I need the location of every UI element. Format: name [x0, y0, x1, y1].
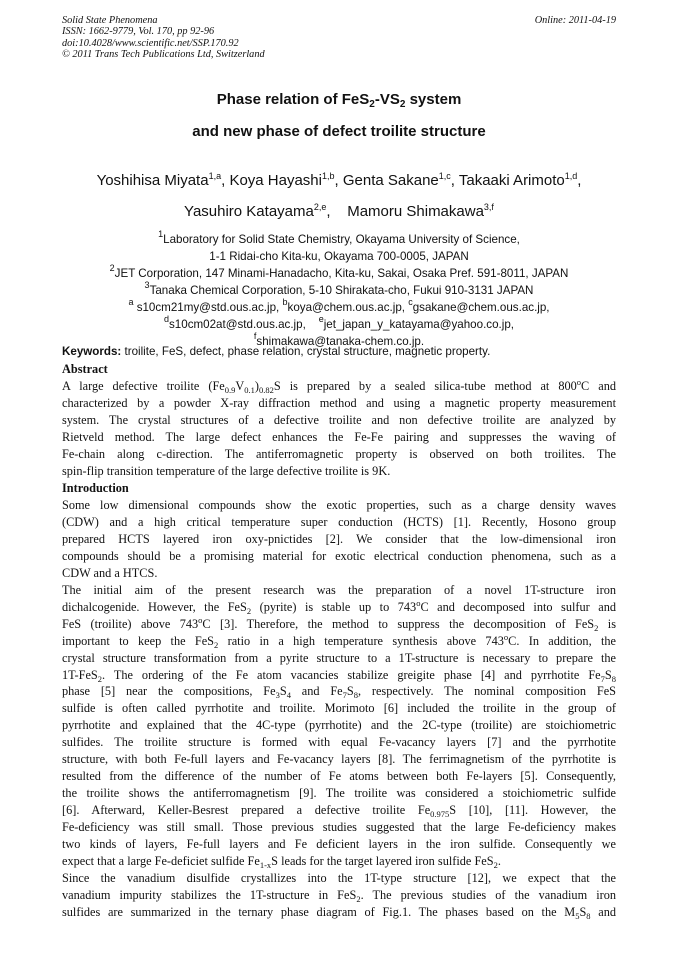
text-line: Fe-deficiency was still small. Those previous studies suggested that the large Fe-deficiency makes [62, 819, 616, 834]
text-line: sulfide is often called pyrrhotite and troilite. Morimoto [6] included the troilite in the group of [62, 701, 616, 716]
text-line: phase [5] near the compositions, $Fe_3S_4$ and $Fe_7S_8$, respectively. The nominal composition FeS [62, 684, 616, 701]
text-line: expect that a large Fe-deficiet sulfide $Fe_{1-x}S$ leads for the target layered iron sulfide FeS$_2$. [62, 853, 501, 870]
affiliation-1-address: 1-1 Ridai-cho Kita-ku, Okayama 700-0005, JAPAN [209, 250, 469, 263]
intro-paragraph-3 [62, 870, 616, 921]
email-line-1: $^a$ s10cm21my@std.ous.ac.jp, $^b$koya@chem.ous.ac.jp, $^c$gsakane@chem.ous.ac.jp, [128, 297, 550, 314]
affiliation-2: $^2$JET Corporation, 147 Minami-Hanadacho, Kita-ku, Sakai, Osaka Pref. 591-8011, JAPAN [109, 263, 569, 280]
text-line: The initial aim of the present research was the preparation of a novel 1T-structure iron [62, 583, 616, 597]
introduction-heading: Introduction [62, 481, 129, 495]
email-line-2: $^d$s10cm02at@std.ous.ac.jp, $^e$jet_japan_y_katayama@yahoo.co.jp, [163, 314, 515, 331]
text-line: Fe-chain along c-direction. The antiferromagnetic property is observed on both troilites. The [62, 446, 616, 461]
text-line: CDW and a HTCS. [62, 565, 158, 580]
author-name: Mamoru Shimakawa [347, 203, 484, 220]
text-line: crystal structure transformation from a pyrite structure to a 1T-structure is necessary to prepare the [62, 650, 616, 665]
text-line: important to keep the FeS$_2$ ratio in a high temperature synthesis above 743$^o$C. In addition, the [62, 631, 616, 650]
email-link[interactable]: s10cm02at@std.ous.ac.jp, [169, 318, 306, 331]
text-line: the troilite shows the antiferromagnetism [9]. The troilite was considered a stoichiometric sulfide [62, 785, 616, 800]
abstract-body [62, 378, 616, 479]
author-line-2: Yasuhiro Katayama$^{2,e}$, Mamoru Shimakawa$^{3,f}$ [184, 202, 494, 220]
text-line: Rietveld method. The large defect enhances the Fe-Fe pairing and suppresses the waving of [62, 429, 616, 444]
text-line: sulfides are summarized in the ternary phase diagram of Fig.1. The phases based on the $M_5S_8$ and [62, 904, 616, 921]
doi: doi:10.4028/www.scientific.net/SSP.170.92 [62, 37, 239, 49]
text-line: prepared HCTS layered iron oxy-pnictides [2]. We consider that the low-dimensional iron [62, 531, 616, 546]
text-line: Some low dimensional compounds show the exotic properties, such as a charge density waves [62, 498, 616, 512]
issn: ISSN: 1662-9779, Vol. 170, pp 92-96 [62, 26, 215, 38]
text-line: (CDW) and a high critical temperature super conduction (HCTS) [1]. Recently, Hosono group [62, 514, 616, 529]
text-line: two kinds of layers, Fe-full layers and Fe deficient layers in the iron sulfide. Consequently we [62, 836, 616, 851]
text-line: Since the vanadium disulfide crystallizes into the 1T-type structure [12], we expect that the [62, 871, 616, 885]
intro-paragraph-2 [62, 582, 616, 869]
journal-name: Solid State Phenomena [62, 15, 158, 26]
text-line: resulted from the difference of the number of Fe atoms between both Fe-layers [5]. Consequently, [62, 768, 616, 783]
email-link[interactable]: gsakane@chem.ous.ac.jp, [412, 301, 550, 314]
email-link[interactable]: shimakawa@tanaka-chem.co.jp. [256, 335, 425, 348]
online-date: Online: 2011-04-19 [534, 15, 616, 26]
affiliation-3: $^3$Tanaka Chemical Corporation, 5-10 Shirakata-cho, Fukui 910-3131 JAPAN [144, 280, 534, 297]
text-line: vanadium impurity stabilizes the 1T-structure in FeS$_2$. The previous studies of the vanadium iron [62, 887, 616, 904]
text-line: compounds should be a promising material for exotic electrical conduction phenomena, such as a [62, 548, 616, 563]
text-line: pyrrhotite and explained that the 4C-type (pyrrhotite) and the 2C-type (troilite) are stoichiometric [62, 718, 616, 733]
text-line: dichalcogenide. However, the FeS$_2$ (pyrite) is stable up to 743$^o$C and decomposed into sulfur and [62, 597, 616, 616]
journal-header [62, 15, 616, 61]
author-name: Koya Hayashi [229, 172, 322, 189]
author-name: Takaaki Arimoto [458, 172, 565, 189]
email-link[interactable]: s10cm21my@std.ous.ac.jp, [136, 301, 280, 314]
intro-paragraph-1 [62, 497, 616, 582]
text-line: [6]. Afterward, Keller-Besrest prepared a defective troilite $Fe_{0.975}S$ [10], [11]. However, the [62, 802, 616, 819]
author-line-1: Yoshihisa Miyata$^{1,a}$, Koya Hayashi$^{1,b}$, Genta Sakane$^{1,c}$, Takaaki Arimoto$^{1,d}$, [96, 171, 582, 189]
copyright: © 2011 Trans Tech Publications Ltd, Switzerland [62, 49, 265, 61]
paper-title-line2: and new phase of defect troilite structure [192, 123, 486, 140]
text-line: sulfides. The troilite structure is formed with equal Fe-vacancy layers [7] and the pyrrhotite [62, 735, 616, 750]
text-line: 1T-FeS$_2$. The ordering of the Fe atom vacancies stabilize greigite phase [4] and pyrrhotite $Fe_7S_8$ [62, 667, 616, 684]
author-name: Genta Sakane [342, 172, 439, 189]
affiliation-1: $^1$Laboratory for Solid State Chemistry, Okayama University of Science, [158, 229, 520, 246]
text-line: characterized by a powder X-ray diffraction method and using a magnetic property measurement [62, 395, 616, 410]
email-link[interactable]: jet_japan_y_katayama@yahoo.co.jp, [323, 318, 515, 331]
text-line: system. The crystal structures of a defective troilite and non defective troilite are analyzed by [62, 412, 616, 427]
author-name: Yasuhiro Katayama [184, 203, 314, 220]
text-line: spin-flip transition temperature of the large defective troilite is 9K. [62, 463, 391, 478]
text-line: FeS (troilite) above 743$^o$C [3]. Therefore, the method to suppress the decomposition of FeS$_2$ is [62, 614, 617, 633]
text-line: A large defective troilite $(Fe_{0.9}V_{0.1})_{0.82}S$ is prepared by a sealed silica-tube method at 800$^o$C and [62, 377, 616, 395]
paper-title-line1: Phase relation of $FeS_2-VS_2$ system [216, 91, 462, 110]
text-line: structure, with both Fe-full layers and Fe-vacancy layers [8]. The ferrimagnetism of the pyrrhotite is [62, 752, 616, 767]
keywords: Keywords: troilite, FeS, defect, phase relation, crystal structure, magnetic property. [62, 345, 491, 358]
author-name: Yoshihisa Miyata [96, 172, 209, 189]
email-link[interactable]: koya@chem.ous.ac.jp, [287, 301, 405, 314]
email-line-3: $^f$shimakawa@tanaka-chem.co.jp. [253, 331, 425, 348]
abstract-heading: Abstract [62, 362, 108, 376]
